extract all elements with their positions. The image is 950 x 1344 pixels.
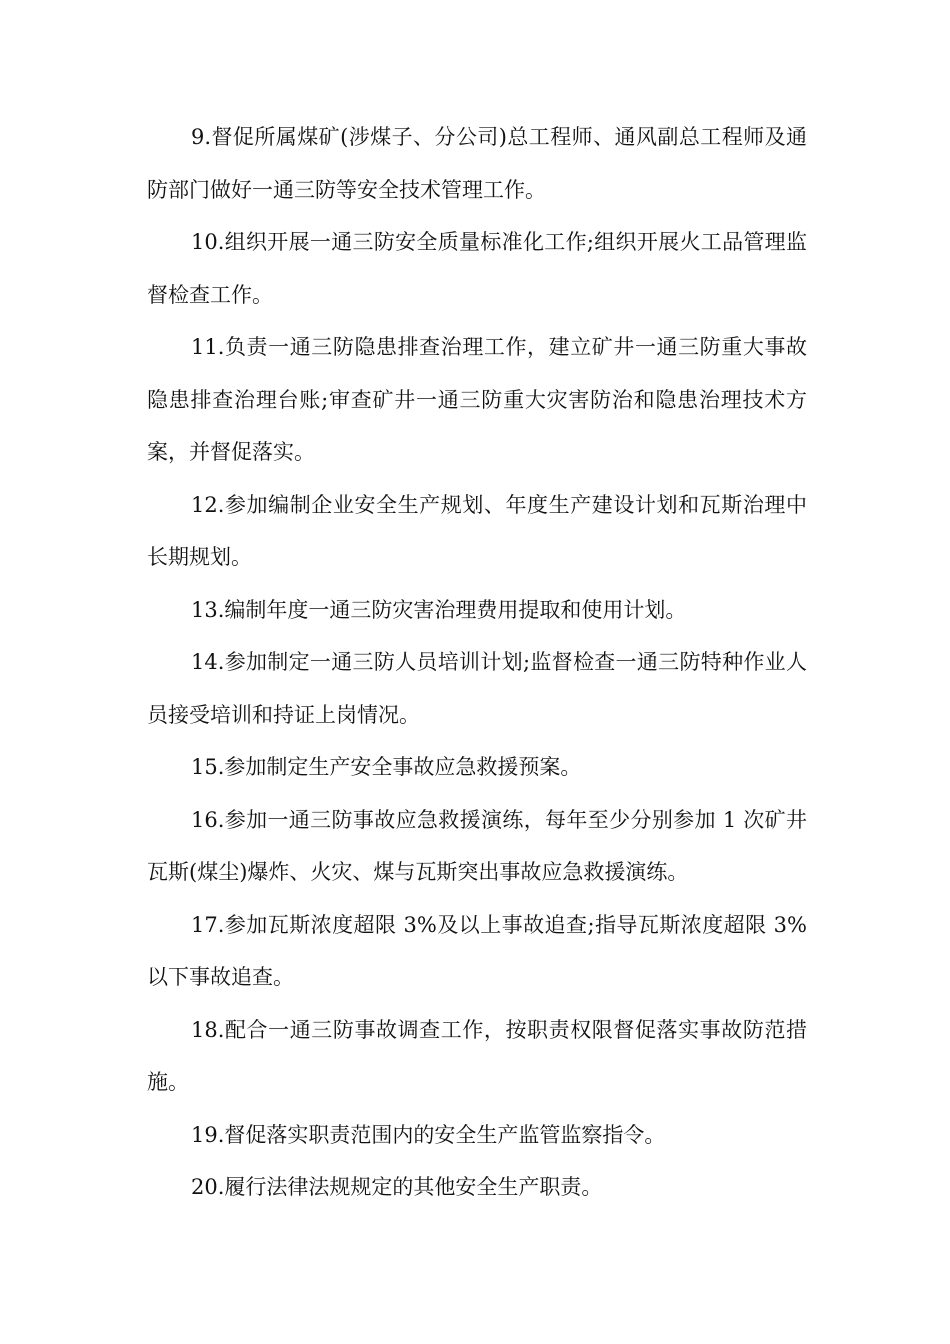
paragraph-item-16: 16.参加一通三防事故应急救援演练，每年至少分别参加 1 次矿井瓦斯(煤尘)爆炸、火灾、煤与瓦斯突出事故应急救援演练。 xyxy=(147,807,807,884)
document-body xyxy=(147,111,807,1214)
paragraph-item-11: 11.负责一通三防隐患排查治理工作，建立矿井一通三防重大事故隐患排查治理台账;审查矿井一通三防重大灾害防治和隐患治理技术方案，并督促落实。 xyxy=(147,335,807,464)
paragraph-item-20: 20.履行法律法规规定的其他安全生产职责。 xyxy=(191,1175,603,1199)
paragraph-item-14: 14.参加制定一通三防人员培训计划;监督检查一通三防特种作业人员接受培训和持证上岗情况。 xyxy=(147,650,807,727)
paragraph-item-19: 19.督促落实职责范围内的安全生产监管监察指令。 xyxy=(191,1122,666,1147)
paragraph-item-13: 13.编制年度一通三防灾害治理费用提取和使用计划。 xyxy=(191,597,687,622)
paragraph-item-17: 17.参加瓦斯浓度超限 3%及以上事故追查;指导瓦斯浓度超限 3%以下事故追查。 xyxy=(147,912,807,989)
paragraph-item-10: 10.组织开展一通三防安全质量标准化工作;组织开展火工品管理监督检查工作。 xyxy=(147,230,807,307)
paragraph-item-15: 15.参加制定生产安全事故应急救援预案。 xyxy=(191,755,582,779)
paragraph-item-9: 9.督促所属煤矿(涉煤子、分公司)总工程师、通风副总工程师及通防部门做好一通三防等安全技术管理工作。 xyxy=(147,125,807,202)
paragraph-item-18: 18.配合一通三防事故调查工作，按职责权限督促落实事故防范措施。 xyxy=(147,1017,807,1094)
paragraph-item-12: 12.参加编制企业安全生产规划、年度生产建设计划和瓦斯治理中长期规划。 xyxy=(147,492,807,569)
